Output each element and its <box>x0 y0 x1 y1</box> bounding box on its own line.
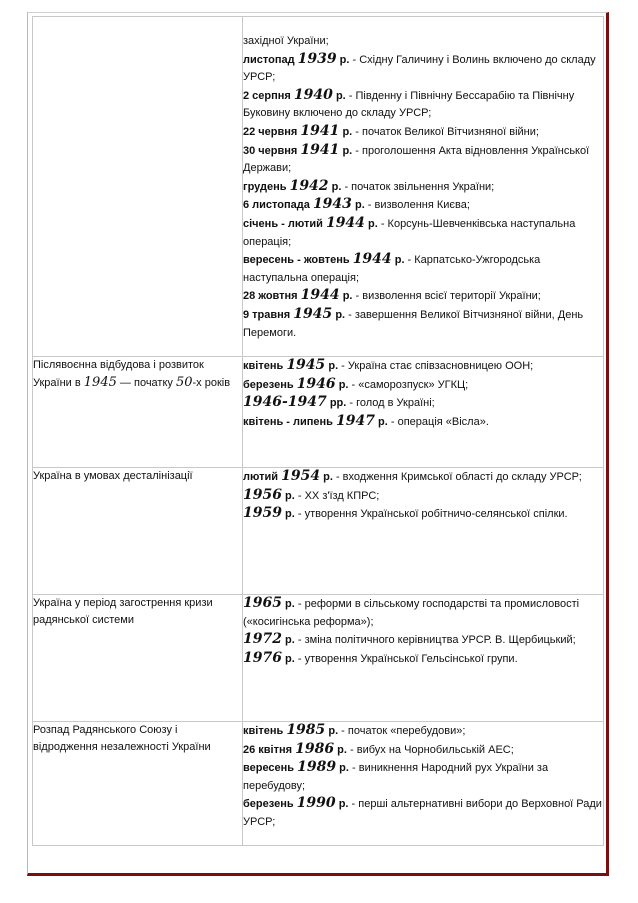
period-label: Україна у період загострення кризи радянської системи <box>33 597 213 626</box>
event-entry <box>243 51 603 87</box>
events-cell <box>243 722 604 846</box>
event-entry <box>243 468 603 487</box>
period-text: Післявоєнна відбудова і розвиток України в <box>33 359 204 389</box>
event-suffix: р. <box>285 489 295 502</box>
event-suffix: р. <box>328 725 339 737</box>
event-date: квітень <box>243 725 284 737</box>
event-year: 1942 <box>289 177 329 194</box>
event-year: 1959 <box>243 505 282 522</box>
event-date: 26 квітня <box>243 743 293 756</box>
event-text: - виникнення Народний рух України за перебудову; <box>243 762 549 792</box>
event-date: січень - лютий <box>243 217 323 230</box>
event-suffix: р. <box>335 89 346 102</box>
event-date: вересень <box>243 762 295 775</box>
event-text: - Україна стає співзасновницею ООН; <box>338 360 534 372</box>
event-entry <box>243 413 603 432</box>
event-entry <box>243 306 603 342</box>
event-suffix: р. <box>328 360 339 372</box>
event-text: - реформи в сільському господарстві та промисловості («косигінська реформа»); <box>243 598 580 628</box>
event-suffix: р. <box>338 798 349 811</box>
event-suffix: р. <box>285 652 295 665</box>
event-text: - зміна політичного керівництва УРСР. В. Щербицький; <box>294 634 576 647</box>
event-year: 1956 <box>243 486 282 503</box>
event-text: - початок «перебудови»; <box>338 725 466 737</box>
event-date: березень <box>243 378 294 391</box>
event-year: 1943 <box>312 196 352 213</box>
event-entry <box>243 196 603 215</box>
event-text: - утворення Української Гельсінської групи. <box>294 652 518 665</box>
event-entry <box>243 394 603 413</box>
event-suffix: р. <box>342 290 353 303</box>
event-entry <box>243 505 603 524</box>
event-year: 1941 <box>300 141 340 158</box>
event-entry <box>243 87 603 123</box>
event-entry <box>243 33 603 51</box>
event-suffix: р. <box>342 125 353 138</box>
events-cell <box>243 357 604 468</box>
event-entry <box>243 376 603 395</box>
event-entry <box>243 215 603 251</box>
event-entry <box>243 123 603 142</box>
event-text: - початок звільнення України; <box>341 180 495 193</box>
events-cell <box>243 468 604 595</box>
event-year: 1945 <box>293 305 333 322</box>
event-text: - проголошення Акта відновлення Української Держави; <box>243 144 590 175</box>
event-text: - XX з'їзд КПРС; <box>294 489 380 502</box>
event-date: 6 листопада <box>243 199 310 212</box>
event-year: 1976 <box>243 649 282 666</box>
event-date: 28 жовтня <box>243 290 298 303</box>
history-table <box>32 16 604 846</box>
event-suffix: р. <box>285 634 295 647</box>
event-text: - перші альтернативні вибори до Верховної Ради УРСР; <box>243 798 602 828</box>
event-text: - вибух на Чорнобильській АЕС; <box>346 743 514 756</box>
event-entry <box>243 251 603 287</box>
event-year: 1990 <box>296 795 336 812</box>
event-text: - Південну і Північну Бессарабію та Північну Буковину включено до складу УРСР; <box>243 89 575 120</box>
event-date: вересень - жовтень <box>243 254 350 267</box>
event-year: 1944 <box>352 251 392 268</box>
event-date: квітень <box>243 360 284 372</box>
event-text: - Карпатсько-Ужгородська наступальна операція; <box>243 254 541 284</box>
event-suffix: р. <box>339 53 350 66</box>
event-suffix: р. <box>331 180 342 193</box>
event-suffix: р. <box>285 598 295 610</box>
event-entry <box>243 595 603 631</box>
event-entry <box>243 741 603 760</box>
events-cell <box>243 595 604 722</box>
table-row <box>33 357 604 468</box>
event-entry <box>243 142 603 178</box>
event-text: - початок Великої Вітчизняної війни; <box>352 125 539 138</box>
period-cell <box>33 722 243 846</box>
event-date: 2 серпня <box>243 89 291 102</box>
event-text: - Корсунь-Шевченківська наступальна операція; <box>243 217 576 248</box>
table-row <box>33 17 604 357</box>
event-date: квітень - липень <box>243 415 333 428</box>
event-text: - голод в Україні; <box>346 397 435 410</box>
event-year: 1954 <box>281 468 321 484</box>
event-entry <box>243 631 603 650</box>
event-suffix: рр. <box>329 397 347 410</box>
period-text: -х років <box>192 377 231 389</box>
event-year: 1985 <box>286 722 326 738</box>
period-text: 1945 <box>83 375 117 390</box>
event-year: 1945 <box>286 357 326 373</box>
event-suffix: р. <box>335 308 346 321</box>
event-text: західної України; <box>243 35 329 47</box>
event-text: - входження Кримської області до складу УРСР; <box>332 471 582 483</box>
event-suffix: р. <box>338 378 349 391</box>
event-year: 1946-1947 <box>243 394 327 411</box>
period-label: Україна в умовах десталінізації <box>33 470 193 482</box>
event-year: 1986 <box>295 740 335 757</box>
event-text: - визволення всієї території України; <box>352 290 541 303</box>
event-text: - утворення Української робітничо-селянської спілки. <box>294 508 568 521</box>
event-suffix: р. <box>337 743 347 756</box>
event-date: 30 червня <box>243 144 298 157</box>
event-entry <box>243 357 603 376</box>
event-year: 1946 <box>296 375 336 392</box>
period-label: Розпад Радянського Союзу і відродження незалежності України <box>33 724 211 753</box>
event-year: 1940 <box>293 86 333 103</box>
table-row <box>33 468 604 595</box>
event-entry <box>243 650 603 669</box>
event-year: 1965 <box>243 595 282 611</box>
period-cell <box>33 17 243 357</box>
event-text: - операція «Вісла». <box>387 415 489 428</box>
event-year: 1941 <box>300 122 340 139</box>
event-year: 1944 <box>300 287 340 304</box>
event-date: 22 червня <box>243 125 298 138</box>
period-cell <box>33 595 243 722</box>
period-cell <box>33 468 243 595</box>
event-text: - визволення Києва; <box>364 199 470 212</box>
event-date: березень <box>243 798 294 811</box>
event-date: грудень <box>243 180 287 193</box>
event-entry <box>243 178 603 197</box>
event-date: 9 травня <box>243 308 291 321</box>
event-year: 1939 <box>297 50 337 67</box>
event-text: - завершення Великої Вітчизняної війни, День Перемоги. <box>243 308 584 339</box>
table-row <box>33 595 604 722</box>
event-suffix: р. <box>378 415 388 428</box>
period-cell <box>33 357 243 468</box>
event-entry <box>243 487 603 506</box>
event-suffix: р. <box>342 144 353 157</box>
event-entry <box>243 795 603 831</box>
event-suffix: р. <box>285 508 295 521</box>
event-entry <box>243 759 603 795</box>
event-suffix: р. <box>323 471 333 483</box>
event-year: 1972 <box>243 631 282 648</box>
event-text: - «саморозпуск» УГКЦ; <box>348 378 469 391</box>
event-date: листопад <box>243 53 295 66</box>
event-text: - Східну Галичину і Волинь включено до складу УРСР; <box>243 53 596 84</box>
event-year: 1944 <box>325 214 365 231</box>
events-cell <box>243 17 604 357</box>
event-suffix: р. <box>339 762 349 775</box>
event-suffix: р. <box>367 217 378 230</box>
period-text: 50 <box>175 375 193 390</box>
event-year: 1989 <box>297 759 337 776</box>
event-year: 1947 <box>336 412 375 429</box>
period-text: — початку <box>116 377 176 389</box>
event-date: лютий <box>243 471 279 483</box>
event-entry <box>243 287 603 306</box>
event-suffix: р. <box>354 199 365 212</box>
table-row <box>33 722 604 846</box>
event-entry <box>243 722 603 741</box>
event-suffix: р. <box>394 254 405 267</box>
